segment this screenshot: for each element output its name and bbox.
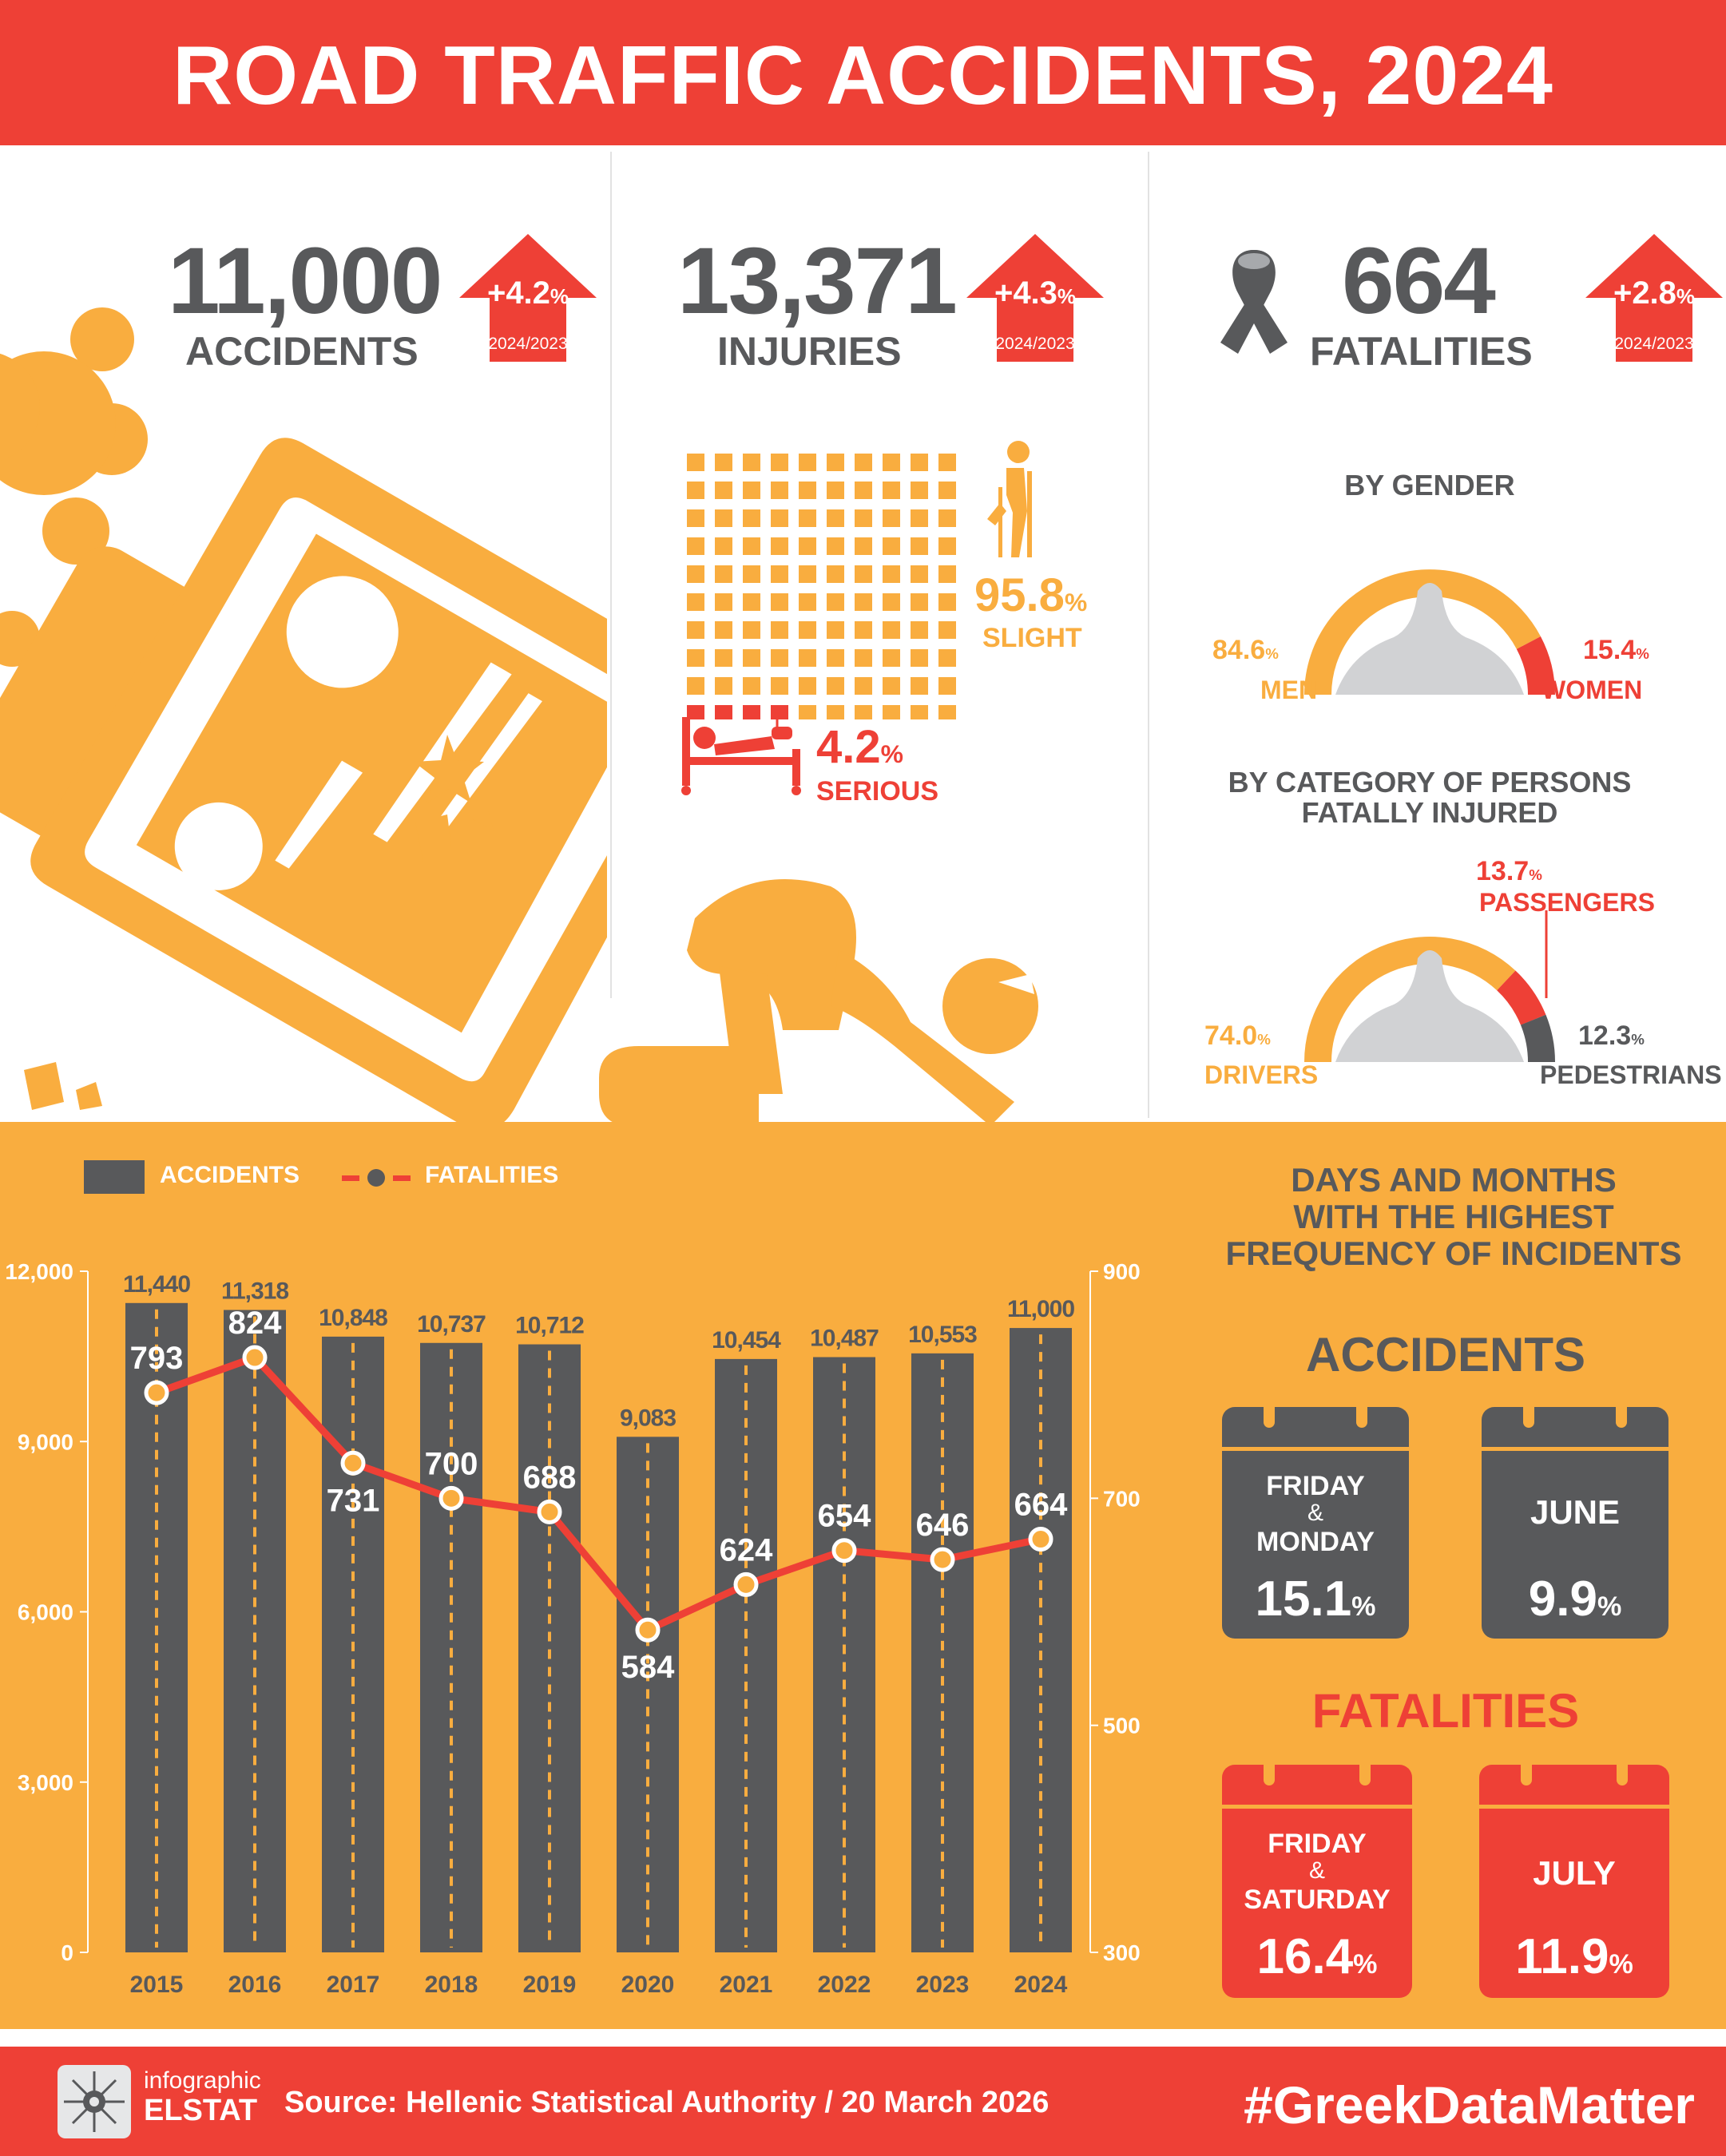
- waffle-cell-slight: [771, 565, 788, 583]
- logo-text-line1: infographic: [144, 2067, 261, 2094]
- waffle-cell-slight: [743, 621, 760, 639]
- fatalities-point-label: 731: [326, 1483, 380, 1519]
- waffle-cell-slight: [771, 482, 788, 499]
- legend-accidents-label: ACCIDENTS: [160, 1162, 300, 1188]
- waffle-cell-slight: [827, 621, 844, 639]
- waffle-cell-slight: [799, 649, 816, 667]
- waffle-cell-slight: [883, 705, 900, 719]
- black-ribbon-icon: [1214, 244, 1294, 371]
- waffle-cell-slight: [799, 565, 816, 583]
- waffle-cell-slight: [883, 537, 900, 555]
- waffle-cell-slight: [687, 593, 704, 611]
- elstat-logo: [58, 2065, 131, 2138]
- waffle-cell-slight: [743, 537, 760, 555]
- fatalities-point: [441, 1488, 462, 1508]
- y-right-tick-label: 500: [1103, 1713, 1141, 1738]
- gender-gauge: [1278, 543, 1581, 703]
- waffle-cell-slight: [799, 677, 816, 695]
- fatalities-point: [834, 1540, 855, 1561]
- fatalities-heading: FATALITIES: [1311, 1684, 1580, 1738]
- fatalities-month-calendar: [1479, 1765, 1669, 1998]
- waffle-cell-slight: [938, 509, 956, 527]
- waffle-cell-slight: [827, 454, 844, 471]
- legend-accidents-swatch: [84, 1160, 145, 1194]
- fatalities-point: [637, 1619, 658, 1640]
- serious-value: 4.2: [816, 721, 881, 773]
- waffle-cell-slight: [855, 509, 872, 527]
- fat-month-value: 11.9: [1515, 1929, 1609, 1984]
- fat-day-line1: FRIDAY: [1268, 1829, 1367, 1859]
- y-right-tick-label: 900: [1103, 1259, 1141, 1284]
- x-tick-label: 2023: [915, 1972, 970, 1998]
- waffle-cell-slight: [687, 621, 704, 639]
- acc-month-line1: JUNE: [1530, 1493, 1621, 1531]
- accidents-bar-label: 9,083: [619, 1405, 677, 1432]
- fatalities-point: [539, 1501, 560, 1522]
- waffle-cell-slight: [855, 537, 872, 555]
- fatalities-point: [932, 1549, 953, 1570]
- waffle-cell-slight: [911, 482, 928, 499]
- fat-month-line1: JULY: [1533, 1854, 1616, 1892]
- pct-sign: %: [1064, 588, 1088, 616]
- crashed-car-icon: [0, 303, 607, 1126]
- pct-sign: %: [1351, 1591, 1376, 1622]
- men-label: MEN: [1260, 676, 1318, 704]
- acc-day-percent: [1222, 1571, 1409, 1627]
- waffle-cell-slight: [855, 649, 872, 667]
- waffle-cell-slight: [743, 482, 760, 499]
- acc-month-percent: [1482, 1571, 1668, 1627]
- y-right-tick-label: 300: [1103, 1940, 1141, 1965]
- fatalities-period: 2024/2023: [1614, 335, 1694, 353]
- calendar-rings-icon: [1222, 1407, 1409, 1455]
- waffle-cell-slight: [771, 649, 788, 667]
- accidents-bar-label: 11,440: [122, 1270, 191, 1298]
- serious-percent: [816, 720, 903, 774]
- pedestrians-label: PEDESTRIANS: [1540, 1060, 1722, 1089]
- waffle-cell-slight: [771, 454, 788, 471]
- accidents-count: 11,000: [168, 228, 442, 334]
- pct-sign: %: [1057, 284, 1077, 308]
- accidents-change: +4.2: [486, 275, 550, 311]
- serious-label: SERIOUS: [816, 776, 939, 807]
- fatalities-point-label: 700: [424, 1446, 478, 1482]
- acc-day-line2: MONDAY: [1256, 1527, 1375, 1557]
- accidents-bar: [911, 1353, 974, 1952]
- pct-sign: %: [1529, 866, 1542, 883]
- waffle-cell-slight: [855, 454, 872, 471]
- y-left-tick-label: 0: [61, 1940, 73, 1965]
- accidents-bar-label: 10,737: [417, 1310, 486, 1338]
- waffle-cell-slight: [938, 565, 956, 583]
- y-left-tick-label: 9,000: [17, 1429, 73, 1455]
- slight-value: 95.8: [974, 569, 1065, 621]
- waffle-cell-slight: [938, 621, 956, 639]
- waffle-cell-slight: [883, 565, 900, 583]
- fatalities-day-calendar: [1222, 1765, 1412, 1998]
- x-tick-label: 2020: [621, 1972, 675, 1998]
- accidents-label: ACCIDENTS: [185, 329, 419, 374]
- accidents-bar-label: 10,487: [810, 1325, 879, 1352]
- waffle-cell-slight: [799, 621, 816, 639]
- waffle-cell-slight: [827, 509, 844, 527]
- fatalities-point: [146, 1382, 167, 1403]
- waffle-cell-slight: [715, 565, 732, 583]
- waffle-cell-slight: [911, 593, 928, 611]
- fatalities-point-label: 584: [621, 1650, 675, 1686]
- waffle-cell-slight: [799, 482, 816, 499]
- gauge-pedestrians-arc: [1534, 1020, 1541, 1062]
- passengers-percent: [1476, 856, 1542, 887]
- waffle-cell-slight: [827, 649, 844, 667]
- passengers-label: PASSENGERS: [1479, 888, 1655, 917]
- pct-sign: %: [1597, 1591, 1622, 1622]
- waffle-cell-slight: [687, 482, 704, 499]
- x-tick-label: 2024: [1014, 1972, 1068, 1998]
- accidents-bar-label: 10,553: [908, 1321, 977, 1348]
- category-heading-line2: FATALLY INJURED: [1301, 796, 1558, 829]
- fatalities-point-label: 824: [228, 1306, 282, 1342]
- waffle-cell-slight: [715, 537, 732, 555]
- category-heading-line1: BY CATEGORY OF PERSONS: [1228, 766, 1632, 799]
- fatalities-label: FATALITIES: [1310, 329, 1533, 374]
- slight-percent: [974, 569, 1087, 622]
- waffle-cell-slight: [771, 677, 788, 695]
- waffle-cell-slight: [855, 621, 872, 639]
- women-label: WOMEN: [1541, 676, 1643, 704]
- calendar-rings-icon: [1222, 1765, 1412, 1813]
- accidents-day-calendar: [1222, 1407, 1409, 1639]
- accidents-bar-label: 11,000: [1006, 1296, 1075, 1323]
- calendar-rings-icon: [1479, 1765, 1669, 1813]
- x-tick-label: 2021: [719, 1972, 773, 1998]
- pct-sign: %: [1631, 1031, 1645, 1048]
- accidents-bar-label: 10,712: [515, 1312, 584, 1339]
- x-tick-label: 2015: [129, 1972, 184, 1998]
- waffle-cell-slight: [771, 621, 788, 639]
- fatalities-line: [157, 1357, 1041, 1630]
- waffle-cell-slight: [855, 705, 872, 719]
- waffle-cell-slight: [883, 509, 900, 527]
- x-tick-label: 2019: [522, 1972, 577, 1998]
- pct-sign: %: [1609, 1949, 1633, 1980]
- men-value: 84.6: [1212, 635, 1266, 665]
- waffle-cell-slight: [938, 705, 956, 719]
- waffle-cell-slight: [827, 593, 844, 611]
- pct-sign: %: [1353, 1949, 1378, 1980]
- pct-sign: %: [1257, 1031, 1271, 1048]
- waffle-cell-slight: [799, 454, 816, 471]
- waffle-cell-slight: [938, 677, 956, 695]
- waffle-cell-slight: [687, 565, 704, 583]
- page-title: ROAD TRAFFIC ACCIDENTS, 2024: [173, 30, 1553, 122]
- fat-day-value: 16.4: [1256, 1929, 1354, 1984]
- y-left-tick-label: 12,000: [5, 1259, 73, 1284]
- waffle-cell-slight: [799, 593, 816, 611]
- crutch-person-icon: [982, 439, 1038, 559]
- acc-day-line1: FRIDAY: [1266, 1471, 1365, 1501]
- waffle-cell-slight: [743, 677, 760, 695]
- women-percent: [1583, 635, 1649, 666]
- fatalities-change-badge: [1585, 234, 1723, 362]
- x-tick-label: 2018: [424, 1972, 478, 1998]
- fat-day-line2: SATURDAY: [1244, 1885, 1391, 1915]
- kneeling-person-icon: [599, 854, 1078, 1126]
- waffle-cell-slight: [715, 482, 732, 499]
- waffle-cell-slight: [715, 593, 732, 611]
- gender-heading: BY GENDER: [1344, 469, 1515, 501]
- waffle-cell-slight: [715, 454, 732, 471]
- waffle-cell-slight: [883, 621, 900, 639]
- waffle-cell-slight: [938, 482, 956, 499]
- waffle-cell-slight: [687, 649, 704, 667]
- waffle-cell-slight: [911, 677, 928, 695]
- y-left-tick-label: 3,000: [17, 1770, 73, 1795]
- waffle-cell-slight: [743, 565, 760, 583]
- injuries-change-badge: [966, 234, 1104, 362]
- waffle-cell-slight: [687, 677, 704, 695]
- waffle-cell-slight: [743, 649, 760, 667]
- drivers-label: DRIVERS: [1204, 1060, 1319, 1089]
- waffle-cell-slight: [855, 677, 872, 695]
- waffle-cell-slight: [799, 509, 816, 527]
- elstat-star-icon: [58, 2065, 131, 2138]
- acc-day-amp: &: [1307, 1500, 1323, 1526]
- pedestrians-percent: [1578, 1021, 1645, 1052]
- gauge-women-arc: [1529, 643, 1541, 695]
- fatalities-point-label: 646: [915, 1508, 970, 1544]
- waffle-cell-slight: [687, 509, 704, 527]
- waffle-cell-slight: [771, 537, 788, 555]
- fatalities-point-label: 664: [1014, 1487, 1068, 1523]
- fatalities-point-label: 654: [817, 1498, 871, 1534]
- waffle-cell-slight: [827, 705, 844, 719]
- days-months-heading-line3: FREQUENCY OF INCIDENTS: [1225, 1235, 1682, 1272]
- slight-label: SLIGHT: [982, 623, 1082, 653]
- pedestrians-value: 12.3: [1578, 1021, 1632, 1051]
- waffle-cell-slight: [743, 593, 760, 611]
- waffle-cell-slight: [827, 565, 844, 583]
- hospital-bed-icon: [677, 709, 805, 799]
- waffle-cell-slight: [911, 509, 928, 527]
- injuries-period: 2024/2023: [995, 335, 1075, 353]
- drivers-percent: [1204, 1021, 1271, 1052]
- fatalities-point-label: 624: [719, 1532, 773, 1568]
- fat-day-amp: &: [1308, 1857, 1325, 1884]
- y-left-tick-label: 6,000: [17, 1599, 73, 1625]
- waffle-cell-slight: [911, 565, 928, 583]
- calendar-rings-icon: [1482, 1407, 1668, 1455]
- fatalities-point: [244, 1347, 265, 1368]
- acc-month-value: 9.9: [1528, 1571, 1597, 1627]
- injuries-change: +4.3: [994, 275, 1057, 311]
- waffle-cell-slight: [855, 565, 872, 583]
- pct-sign: %: [1676, 284, 1696, 308]
- x-tick-label: 2016: [228, 1972, 282, 1998]
- fatalities-change: +2.8: [1613, 275, 1676, 311]
- accidents-bar-label: 11,318: [220, 1278, 289, 1305]
- source-text: Source: Hellenic Statistical Authority / 20 March 2026: [284, 2086, 1049, 2119]
- waffle-cell-slight: [715, 649, 732, 667]
- waffle-cell-slight: [883, 593, 900, 611]
- days-months-heading-line2: WITH THE HIGHEST: [1293, 1198, 1614, 1235]
- pct-sign: %: [1265, 645, 1279, 662]
- fat-day-percent: [1222, 1928, 1412, 1985]
- acc-day-value: 15.1: [1255, 1571, 1352, 1627]
- waffle-cell-slight: [883, 649, 900, 667]
- men-percent: [1212, 635, 1279, 666]
- gauge-passengers-arc: [1506, 981, 1534, 1020]
- x-tick-label: 2017: [326, 1972, 380, 1998]
- waffle-cell-slight: [743, 509, 760, 527]
- waffle-cell-slight: [827, 537, 844, 555]
- injuries-count: 13,371: [677, 228, 956, 334]
- waffle-cell-slight: [799, 537, 816, 555]
- legend-fatalities-swatch: [342, 1166, 411, 1190]
- accidents-change-badge: [459, 234, 597, 362]
- waffle-cell-slight: [911, 537, 928, 555]
- waffle-cell-slight: [938, 593, 956, 611]
- accidents-bar-label: 10,454: [712, 1326, 780, 1353]
- passengers-value: 13.7: [1476, 856, 1530, 886]
- waffle-cell-slight: [938, 454, 956, 471]
- legend-fatalities-label: FATALITIES: [425, 1162, 559, 1188]
- accidents-heading: ACCIDENTS: [1305, 1328, 1585, 1381]
- hashtag: #GreekDataMatter: [1244, 2075, 1695, 2134]
- waffle-cell-slight: [911, 649, 928, 667]
- fatalities-point-label: 688: [522, 1460, 577, 1496]
- accidents-period: 2024/2023: [488, 335, 568, 353]
- waffle-cell-slight: [771, 593, 788, 611]
- fatalities-point: [736, 1574, 756, 1595]
- divider: [1148, 152, 1149, 1118]
- waffle-cell-slight: [911, 621, 928, 639]
- waffle-cell-slight: [938, 649, 956, 667]
- waffle-cell-slight: [827, 482, 844, 499]
- fatalities-point: [1030, 1529, 1051, 1550]
- injury-waffle-grid: [687, 454, 966, 706]
- waffle-cell-slight: [883, 482, 900, 499]
- waffle-cell-slight: [911, 705, 928, 719]
- logo-text-line2: ELSTAT: [144, 2094, 258, 2127]
- pct-sign: %: [880, 739, 903, 768]
- waffle-cell-slight: [743, 454, 760, 471]
- y-right-tick-label: 700: [1103, 1486, 1141, 1512]
- category-gauge: [1278, 910, 1581, 1070]
- waffle-cell-slight: [715, 621, 732, 639]
- fatalities-count: 664: [1342, 228, 1494, 334]
- fatalities-point: [343, 1453, 363, 1473]
- waffle-cell-slight: [855, 482, 872, 499]
- accidents-bar-label: 10,848: [319, 1304, 387, 1331]
- waffle-cell-slight: [715, 509, 732, 527]
- accidents-month-calendar: [1482, 1407, 1668, 1639]
- waffle-cell-slight: [911, 454, 928, 471]
- x-tick-label: 2022: [817, 1972, 871, 1998]
- waffle-cell-slight: [715, 677, 732, 695]
- fatalities-point-label: 793: [129, 1341, 184, 1377]
- pct-sign: %: [1636, 645, 1649, 662]
- waffle-cell-slight: [687, 537, 704, 555]
- drivers-value: 74.0: [1204, 1021, 1258, 1051]
- accidents-fatalities-chart: [0, 1230, 1166, 2020]
- waffle-cell-slight: [938, 537, 956, 555]
- waffle-cell-slight: [883, 454, 900, 471]
- fat-month-percent: [1479, 1928, 1669, 1985]
- pct-sign: %: [550, 284, 569, 308]
- women-value: 15.4: [1583, 635, 1637, 665]
- waffle-cell-slight: [855, 593, 872, 611]
- days-months-heading-line1: DAYS AND MONTHS: [1291, 1161, 1617, 1199]
- waffle-cell-slight: [771, 509, 788, 527]
- waffle-cell-slight: [883, 677, 900, 695]
- waffle-cell-slight: [687, 454, 704, 471]
- injuries-label: INJURIES: [717, 329, 902, 374]
- waffle-cell-slight: [827, 677, 844, 695]
